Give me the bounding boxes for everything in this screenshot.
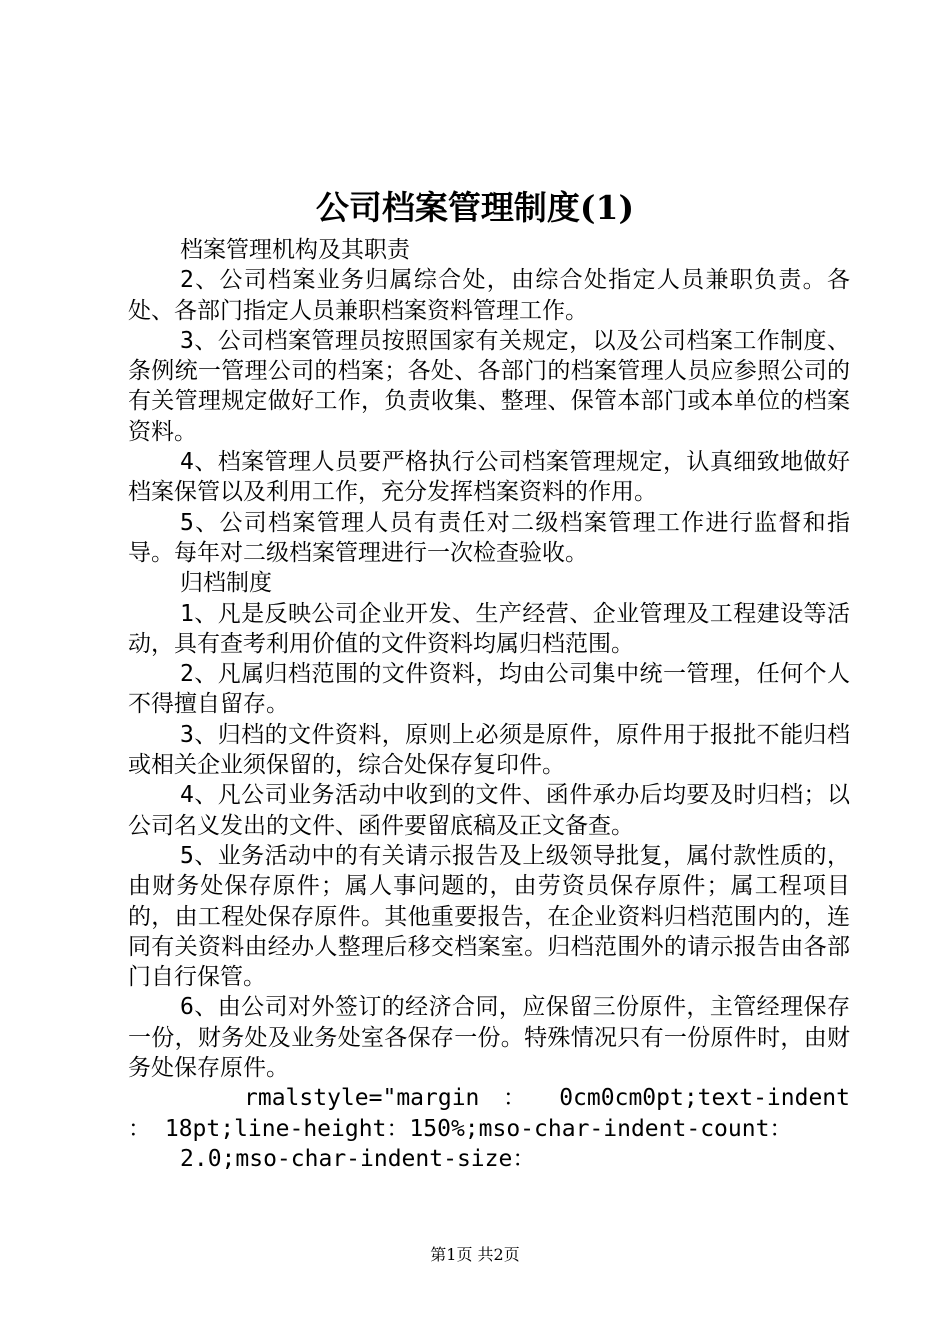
section-heading-filing: 归档制度 (180, 570, 272, 597)
paragraph: 5、业务活动中的有关请示报告及上级领导批复，属付款性质的，由财务处保存原件；属人事问题的，由劳资员保存原件；属工程项目的，由工程处保存原件。其他重要报告，在企业资料归档范围内的，连同有关资料由经办人整理后移交档案室。归档范围外的请示报告由各部门自行保管。 (128, 842, 850, 991)
paragraph: 5、公司档案管理人员有责任对二级档案管理工作进行监督和指导。每年对二级档案管理进行一次检查验收。 (128, 509, 850, 566)
section-heading-organization: 档案管理机构及其职责 (180, 237, 410, 263)
paragraph: 2、公司档案业务归属综合处，由综合处指定人员兼职负责。各处、各部门指定人员兼职档案资料管理工作。 (128, 267, 850, 324)
style-code-fragment: 2.0;mso-char-indent-size： (180, 1145, 536, 1172)
paragraph: 4、凡公司业务活动中收到的文件、函件承办后均要及时归档；以公司名义发出的文件、函件要留底稿及正文备查。 (128, 782, 850, 839)
paragraph: 3、公司档案管理员按照国家有关规定，以及公司档案工作制度、条例统一管理公司的档案；各处、各部门的档案管理人员应参照公司的有关管理规定做好工作，负责收集、整理、保管本部门或本单位的档案资料。 (128, 327, 850, 445)
paragraph: 1、凡是反映公司企业开发、生产经营、企业管理及工程建设等活动，具有查考利用价值的文件资料均属归档范围。 (128, 600, 850, 657)
paragraph: 2、凡属归档范围的文件资料，均由公司集中统一管理，任何个人不得擅自留存。 (128, 661, 850, 718)
style-code-fragment: rmalstyle="margin ： 0cm0cm0pt;text-indent ： 18pt;line-height：150%;mso-char-indent-count： (128, 1085, 850, 1142)
paragraph: 3、归档的文件资料，原则上必须是原件，原件用于报批不能归档或相关企业须保留的，综合处保存复印件。 (128, 721, 850, 779)
paragraph: 6、由公司对外签订的经济合同，应保留三份原件，主管经理保存一份，财务处及业务处室各保存一份。特殊情况只有一份原件时，由财务处保存原件。 (128, 994, 850, 1082)
paragraph: 4、档案管理人员要严格执行公司档案管理规定，认真细致地做好档案保管以及利用工作，充分发挥档案资料的作用。 (128, 449, 850, 506)
page-number-footer: 第1页 共2页 (430, 1245, 520, 1264)
document-body (128, 235, 850, 1174)
document-title: 公司档案管理制度(1) (315, 188, 635, 227)
